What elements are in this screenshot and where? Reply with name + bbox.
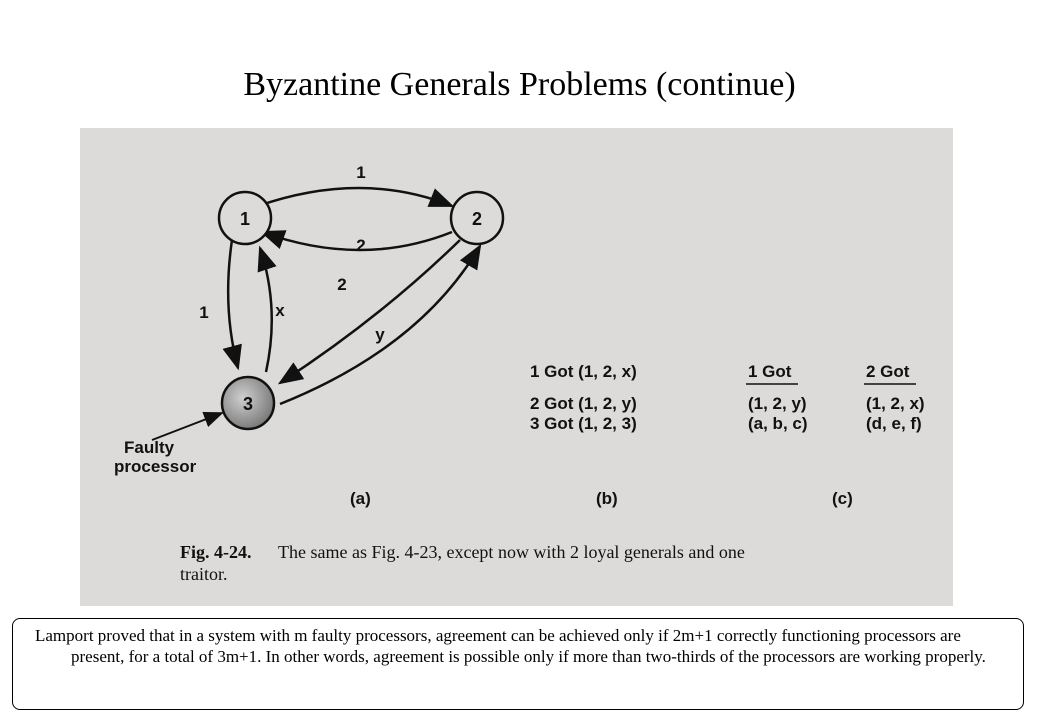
- sub-label-a: (a): [350, 489, 371, 508]
- sub-label-c: (c): [832, 489, 853, 508]
- panel-b-row-2: 2 Got (1, 2, y): [530, 394, 637, 413]
- panel-c-col2-row-1: (1, 2, x): [866, 394, 925, 413]
- node-1-label: 1: [239, 209, 251, 229]
- node-2-label: 2: [471, 209, 483, 229]
- panel-c-col1-row-2: (a, b, c): [748, 414, 808, 433]
- faulty-label-line1: Faulty: [124, 438, 175, 457]
- edge-label-1-3: 1: [199, 303, 209, 322]
- edge-label-2-3: 2: [337, 275, 347, 294]
- edge-1-to-2: [258, 188, 452, 206]
- panel-c-col1-header: 1 Got: [748, 362, 792, 381]
- edge-1-to-3: [228, 240, 238, 368]
- sub-label-b: (b): [596, 489, 618, 508]
- panel-b-row-1: 1 Got (1, 2, x): [530, 362, 637, 381]
- caption-bold: Fig. 4-24.: [180, 542, 252, 562]
- edge-2-to-3: [280, 240, 460, 383]
- panel-c-col2-header: 2 Got: [866, 362, 910, 381]
- panel-c-col1-row-1: (1, 2, y): [748, 394, 807, 413]
- edge-label-2-1: 2: [356, 236, 366, 255]
- edge-label-y: y: [375, 325, 385, 344]
- caption-line-1: The same as Fig. 4-23, except now with 2 loyal generals and one: [278, 542, 745, 562]
- footnote-box: [12, 618, 1024, 710]
- panel-c-col2-row-2: (d, e, f): [866, 414, 922, 433]
- node-3-label: 3: [242, 394, 254, 414]
- edge-label-1-2: 1: [356, 163, 366, 182]
- edge-3-to-1: [260, 248, 272, 372]
- edge-faulty-pointer: [152, 413, 222, 440]
- byzantine-diagram: [80, 128, 953, 606]
- footnote-text: Lamport proved that in a system with m faulty processors, agreement can be achieved only if 2m+1 correctly functioning processors are present, for a total of 3m+1. In other words, agreement is possible only if more than two-thirds of the processors are working properly.: [35, 626, 986, 666]
- figure-scan: [80, 128, 953, 606]
- faulty-label-line2: processor: [114, 457, 197, 476]
- edge-label-x: x: [275, 301, 285, 320]
- panel-b-row-3: 3 Got (1, 2, 3): [530, 414, 637, 433]
- slide-title: Byzantine Generals Problems (continue): [243, 66, 796, 103]
- caption-line-2: traitor.: [180, 564, 228, 584]
